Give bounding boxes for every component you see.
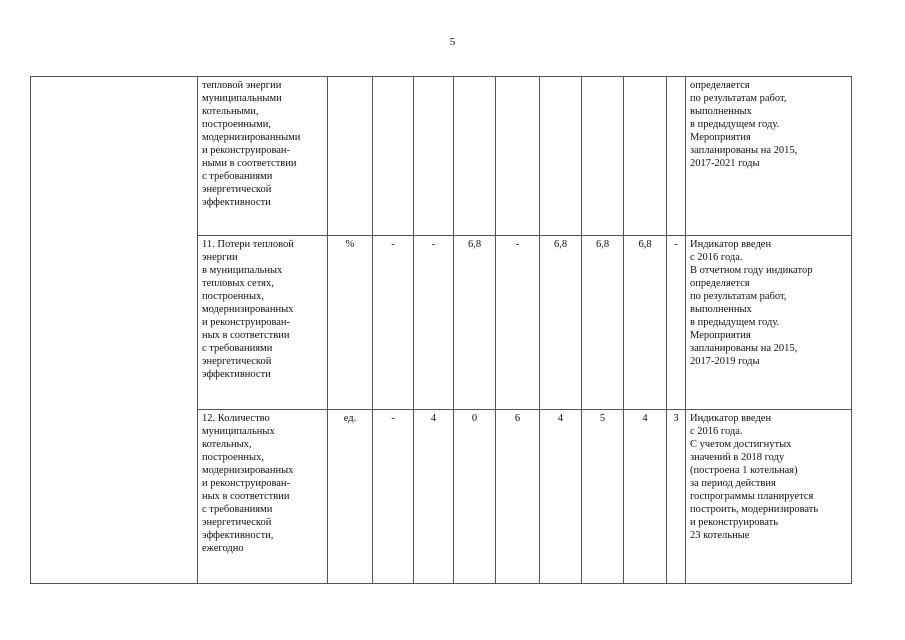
- unit-cell: %: [328, 236, 373, 410]
- value-cell: [373, 77, 414, 236]
- value-cell: 4: [540, 410, 582, 584]
- blank-column-cell: [31, 77, 198, 584]
- value-cell: 6,8: [454, 236, 496, 410]
- value-cell: -: [414, 236, 454, 410]
- unit-cell: ед.: [328, 410, 373, 584]
- note-cell: Индикатор введен с 2016 года. С учетом достигнутых значений в 2018 году (построена 1 котельная) за период действия госпрограммы планируется построить, модернизировать и реконструировать 23 котельные: [686, 410, 852, 584]
- value-cell: -: [373, 236, 414, 410]
- value-cell: [496, 77, 540, 236]
- value-cell: 6,8: [582, 236, 624, 410]
- value-cell: -: [373, 410, 414, 584]
- value-cell: 6,8: [624, 236, 667, 410]
- value-cell: -: [667, 236, 686, 410]
- value-cell: [454, 77, 496, 236]
- value-cell: 4: [414, 410, 454, 584]
- value-cell: 3: [667, 410, 686, 584]
- indicators-table: [30, 76, 852, 584]
- value-cell: 0: [454, 410, 496, 584]
- indicator-name-cell: 12. Количество муниципальных котельных, построенных, модернизированных и реконструирован- ных в соответствии с требованиями энергетической эффективности, ежегодно: [198, 410, 328, 584]
- indicator-name-cell: тепловой энергии муниципальными котельными, построенными, модернизированными и реконструирован- ными в соответствии с требованиями энергетической эффективности: [198, 77, 328, 236]
- value-cell: 6: [496, 410, 540, 584]
- value-cell: 5: [582, 410, 624, 584]
- note-cell: определяется по результатам работ, выполненных в предыдущем году. Мероприятия запланированы на 2015, 2017-2021 годы: [686, 77, 852, 236]
- value-cell: [540, 77, 582, 236]
- indicator-name-cell: 11. Потери тепловой энергии в муниципальных тепловых сетях, построенных, модернизированных и реконструирован- ных в соответствии с требованиями энергетической эффективности: [198, 236, 328, 410]
- page-number: 5: [449, 36, 456, 48]
- value-cell: 6,8: [540, 236, 582, 410]
- note-cell: Индикатор введен с 2016 года. В отчетном году индикатор определяется по результатам работ, выполненных в предыдущем году. Мероприятия запланированы на 2015, 2017-2019 годы: [686, 236, 852, 410]
- value-cell: [582, 77, 624, 236]
- value-cell: 4: [624, 410, 667, 584]
- value-cell: [414, 77, 454, 236]
- table-row: [31, 77, 852, 236]
- value-cell: [624, 77, 667, 236]
- value-cell: [667, 77, 686, 236]
- value-cell: -: [496, 236, 540, 410]
- unit-cell: [328, 77, 373, 236]
